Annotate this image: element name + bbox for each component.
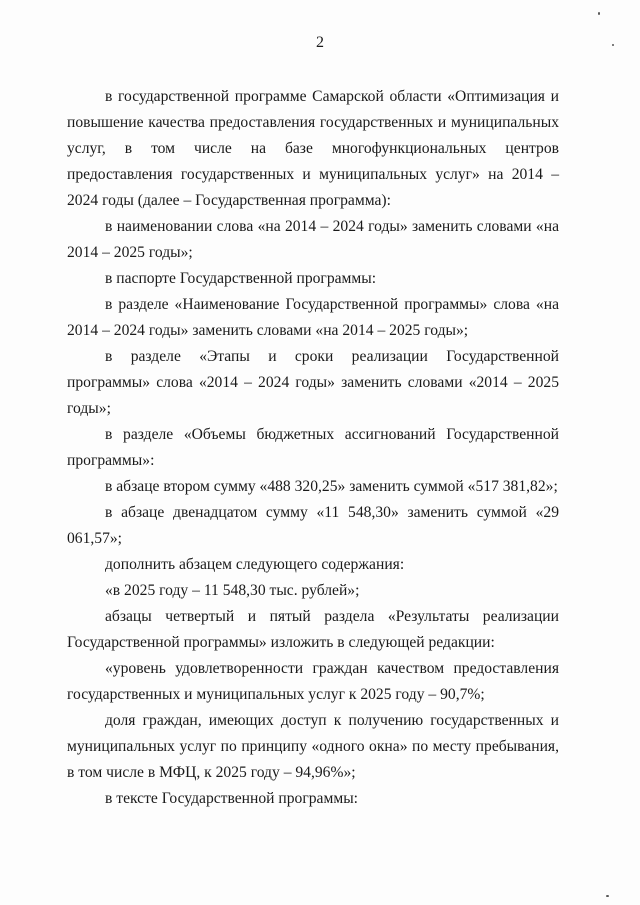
paragraph-program-intro: в государственной программе Самарской области «Оптимизация и повышение качества предоставления государственных и муниципальных услуг, в том числе на базе многофункциональных центров предоставления государственных и муниципальных услуг» на 2014 – 2024 годы (далее – Государственная программа):: [67, 88, 559, 209]
paragraph-section-name: в разделе «Наименование Государственной программы» слова «на 2014 – 2024 годы» заменить словами «на 2014 – 2025 годы»;: [67, 296, 559, 339]
paragraph-second-sum: в абзаце втором сумму «488 320,25» заменить суммой «517 381,82»;: [105, 478, 558, 495]
paragraph-section-stages: в разделе «Этапы и сроки реализации Государственной программы» слова «2014 – 2024 годы» заменить словами «2014 – 2025 годы»;: [67, 348, 559, 417]
paragraph-2025-amount: «в 2025 году – 11 548,30 тыс. рублей»;: [105, 582, 360, 599]
paragraph-section-budget: в разделе «Объемы бюджетных ассигнований Государственной программы»:: [67, 426, 559, 469]
paragraph-twelfth-sum: в абзаце двенадцатом сумму «11 548,30» заменить суммой «29 061,57»;: [67, 504, 559, 547]
page-number: 2: [316, 34, 324, 51]
paragraph-satisfaction-level: «уровень удовлетворенности граждан качеством предоставления государственных и муниципальных услуг к 2025 году – 90,7%;: [67, 660, 559, 703]
paragraph-passport: в паспорте Государственной программы:: [105, 270, 377, 287]
scan-speck: [612, 44, 614, 46]
scan-speck: [606, 895, 609, 897]
scan-speck: [598, 12, 600, 15]
paragraph-title-change: в наименовании слова «на 2014 – 2024 годы» заменить словами «на 2014 – 2025 годы»;: [67, 218, 559, 261]
paragraph-add-clause: дополнить абзацем следующего содержания:: [105, 556, 405, 573]
paragraph-results-section: абзацы четвертый и пятый раздела «Результаты реализации Государственной программы» изложить в следующей редакции:: [67, 608, 559, 651]
paragraph-one-window-share: доля граждан, имеющих доступ к получению государственных и муниципальных услуг по принципу «одного окна» по месту пребывания, в том числе в МФЦ, к 2025 году – 94,96%»;: [67, 712, 559, 781]
paragraph-program-text: в тексте Государственной программы:: [105, 790, 359, 807]
document-body: [67, 84, 559, 812]
